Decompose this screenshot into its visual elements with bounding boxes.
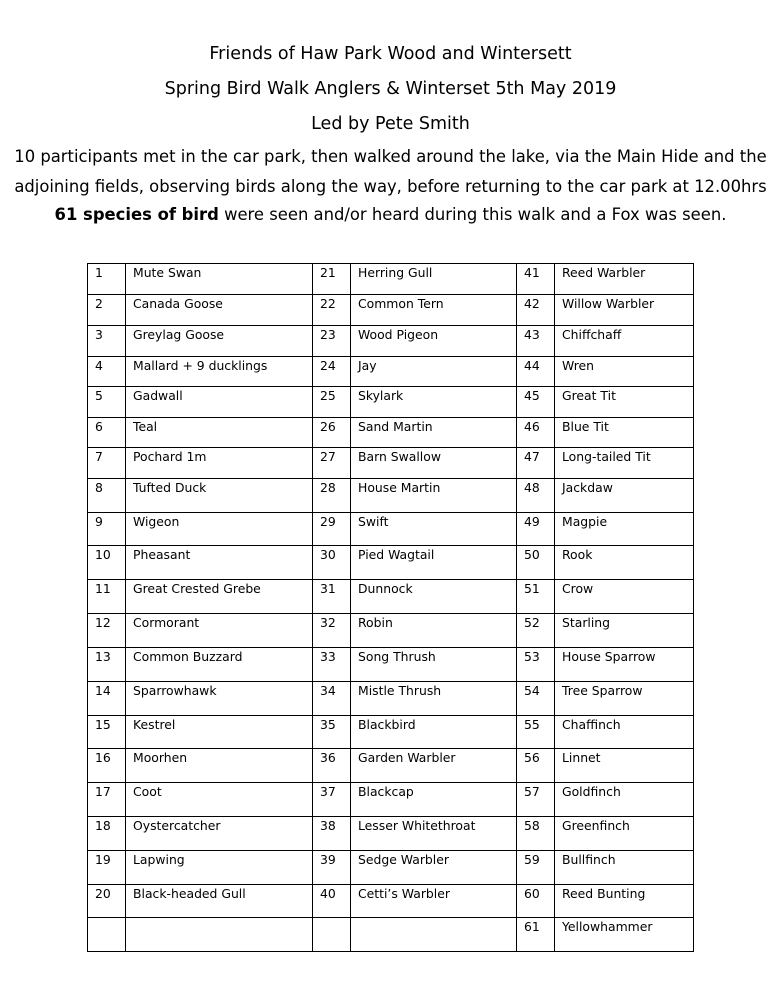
species-name: Jay <box>351 357 517 387</box>
intro-line-1: 10 participants met in the car park, then walked around the lake, via the Main Hide and the <box>14 147 767 166</box>
species-number: 27 <box>313 448 351 479</box>
species-name: Wood Pigeon <box>351 326 517 357</box>
species-number: 49 <box>517 513 555 546</box>
species-number: 15 <box>88 716 126 749</box>
table-row <box>88 326 694 357</box>
species-number: 52 <box>517 614 555 648</box>
species-name: Chiffchaff <box>555 326 694 357</box>
species-number: 48 <box>517 479 555 513</box>
species-number: 20 <box>88 885 126 918</box>
species-name: Tufted Duck <box>126 479 313 513</box>
species-name: Cetti’s Warbler <box>351 885 517 918</box>
species-name <box>351 918 517 952</box>
species-name: Greylag Goose <box>126 326 313 357</box>
species-number: 38 <box>313 817 351 851</box>
species-name: Mute Swan <box>126 264 313 295</box>
table-row <box>88 295 694 326</box>
species-name: Robin <box>351 614 517 648</box>
species-name: Common Buzzard <box>126 648 313 682</box>
species-name: Oystercatcher <box>126 817 313 851</box>
species-name: Starling <box>555 614 694 648</box>
species-number: 55 <box>517 716 555 749</box>
species-name: Swift <box>351 513 517 546</box>
species-number <box>313 918 351 952</box>
species-name: Wren <box>555 357 694 387</box>
species-number: 19 <box>88 851 126 885</box>
species-number: 31 <box>313 580 351 614</box>
table-row <box>88 918 694 952</box>
species-name: Sedge Warbler <box>351 851 517 885</box>
species-number: 26 <box>313 418 351 448</box>
species-number: 1 <box>88 264 126 295</box>
species-name: Lapwing <box>126 851 313 885</box>
species-number: 58 <box>517 817 555 851</box>
species-number: 14 <box>88 682 126 716</box>
species-number: 16 <box>88 749 126 783</box>
species-name: Magpie <box>555 513 694 546</box>
species-name: Dunnock <box>351 580 517 614</box>
species-number: 25 <box>313 387 351 418</box>
species-name: Wigeon <box>126 513 313 546</box>
table-row <box>88 264 694 295</box>
species-name: Yellowhammer <box>555 918 694 952</box>
species-number: 42 <box>517 295 555 326</box>
table-row <box>88 479 694 513</box>
species-number: 8 <box>88 479 126 513</box>
species-name: Blackcap <box>351 783 517 817</box>
species-name: Pied Wagtail <box>351 546 517 580</box>
table-row <box>88 357 694 387</box>
species-name: Common Tern <box>351 295 517 326</box>
table-row <box>88 851 694 885</box>
species-number: 43 <box>517 326 555 357</box>
document-title: Friends of Haw Park Wood and Wintersett <box>209 44 572 64</box>
species-name: Reed Bunting <box>555 885 694 918</box>
table-row <box>88 418 694 448</box>
species-name: Long-tailed Tit <box>555 448 694 479</box>
species-name: Pheasant <box>126 546 313 580</box>
intro-line-3 <box>0 205 781 224</box>
leader-line: Led by Pete Smith <box>311 114 470 134</box>
species-name: Crow <box>555 580 694 614</box>
table-row <box>88 885 694 918</box>
species-name: Reed Warbler <box>555 264 694 295</box>
species-name: Rook <box>555 546 694 580</box>
table-row <box>88 817 694 851</box>
species-name: Teal <box>126 418 313 448</box>
species-name: Jackdaw <box>555 479 694 513</box>
species-number: 33 <box>313 648 351 682</box>
species-number: 18 <box>88 817 126 851</box>
species-name: Song Thrush <box>351 648 517 682</box>
species-name: Garden Warbler <box>351 749 517 783</box>
table-row <box>88 448 694 479</box>
species-number: 47 <box>517 448 555 479</box>
species-name: House Sparrow <box>555 648 694 682</box>
species-number: 50 <box>517 546 555 580</box>
intro-line-3-rest: were seen and/or heard during this walk and a Fox was seen. <box>218 205 727 224</box>
table-row <box>88 387 694 418</box>
table-row <box>88 580 694 614</box>
species-number: 61 <box>517 918 555 952</box>
species-name: Gadwall <box>126 387 313 418</box>
species-number: 41 <box>517 264 555 295</box>
species-number: 3 <box>88 326 126 357</box>
species-name: Moorhen <box>126 749 313 783</box>
species-table <box>87 263 694 952</box>
species-name: Blue Tit <box>555 418 694 448</box>
species-number: 7 <box>88 448 126 479</box>
species-name: Tree Sparrow <box>555 682 694 716</box>
species-number: 9 <box>88 513 126 546</box>
species-name: Black-headed Gull <box>126 885 313 918</box>
species-name: Great Tit <box>555 387 694 418</box>
table-row <box>88 749 694 783</box>
species-number: 30 <box>313 546 351 580</box>
table-row <box>88 682 694 716</box>
species-name: Linnet <box>555 749 694 783</box>
species-number: 39 <box>313 851 351 885</box>
species-number: 34 <box>313 682 351 716</box>
species-number: 23 <box>313 326 351 357</box>
species-name: Great Crested Grebe <box>126 580 313 614</box>
species-number: 5 <box>88 387 126 418</box>
species-name: Canada Goose <box>126 295 313 326</box>
species-number: 57 <box>517 783 555 817</box>
species-name: Lesser Whitethroat <box>351 817 517 851</box>
species-count: 61 species of bird <box>54 205 219 224</box>
species-number: 51 <box>517 580 555 614</box>
species-number: 12 <box>88 614 126 648</box>
species-name: Barn Swallow <box>351 448 517 479</box>
species-number: 36 <box>313 749 351 783</box>
walk-subtitle: Spring Bird Walk Anglers & Winterset 5th May 2019 <box>164 79 617 99</box>
species-name: Blackbird <box>351 716 517 749</box>
species-name: Kestrel <box>126 716 313 749</box>
species-number: 2 <box>88 295 126 326</box>
species-number: 4 <box>88 357 126 387</box>
species-number: 35 <box>313 716 351 749</box>
species-number: 13 <box>88 648 126 682</box>
species-name <box>126 918 313 952</box>
species-number: 21 <box>313 264 351 295</box>
species-number: 32 <box>313 614 351 648</box>
species-name: Pochard 1m <box>126 448 313 479</box>
species-number: 53 <box>517 648 555 682</box>
table-row <box>88 716 694 749</box>
species-name: Bullfinch <box>555 851 694 885</box>
species-number: 24 <box>313 357 351 387</box>
species-name: Mistle Thrush <box>351 682 517 716</box>
species-name: Skylark <box>351 387 517 418</box>
species-number: 59 <box>517 851 555 885</box>
species-number: 60 <box>517 885 555 918</box>
species-name: Chaffinch <box>555 716 694 749</box>
table-row <box>88 614 694 648</box>
species-name: Herring Gull <box>351 264 517 295</box>
species-number: 40 <box>313 885 351 918</box>
species-name: Willow Warbler <box>555 295 694 326</box>
species-number: 37 <box>313 783 351 817</box>
species-number: 6 <box>88 418 126 448</box>
species-number: 46 <box>517 418 555 448</box>
species-number: 44 <box>517 357 555 387</box>
species-number: 29 <box>313 513 351 546</box>
species-number: 10 <box>88 546 126 580</box>
species-number: 45 <box>517 387 555 418</box>
species-name: Greenfinch <box>555 817 694 851</box>
table-row <box>88 513 694 546</box>
species-name: Cormorant <box>126 614 313 648</box>
species-number: 11 <box>88 580 126 614</box>
species-name: House Martin <box>351 479 517 513</box>
species-name: Coot <box>126 783 313 817</box>
table-row <box>88 546 694 580</box>
intro-line-2: adjoining fields, observing birds along the way, before returning to the car park at 12.00hrs <box>14 177 767 196</box>
table-row <box>88 648 694 682</box>
species-name: Mallard + 9 ducklings <box>126 357 313 387</box>
species-name: Goldfinch <box>555 783 694 817</box>
species-number: 56 <box>517 749 555 783</box>
species-number <box>88 918 126 952</box>
species-number: 28 <box>313 479 351 513</box>
species-name: Sparrowhawk <box>126 682 313 716</box>
table-row <box>88 783 694 817</box>
species-number: 22 <box>313 295 351 326</box>
species-name: Sand Martin <box>351 418 517 448</box>
species-number: 17 <box>88 783 126 817</box>
species-number: 54 <box>517 682 555 716</box>
